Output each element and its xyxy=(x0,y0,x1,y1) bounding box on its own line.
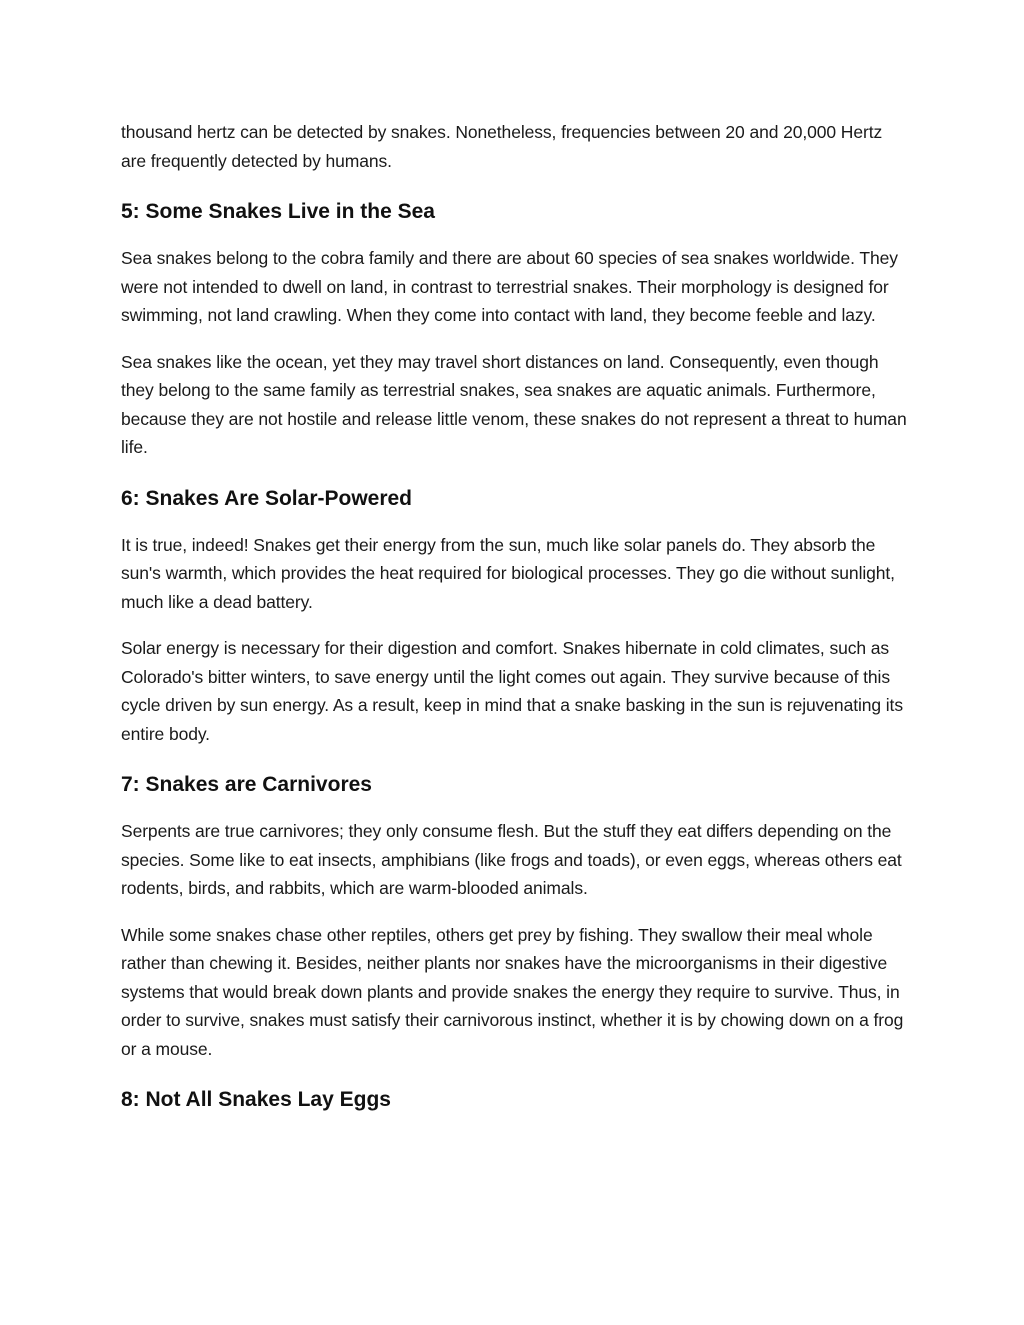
paragraph-solar-2: Solar energy is necessary for their digestion and comfort. Snakes hibernate in cold climates, such as Colorado's bitter winters, to save energy until the light comes out again. They survive because of this cycle driven by sun energy. As a result, keep in mind that a snake basking in the sun is rejuvenating its entire body. xyxy=(121,638,903,744)
paragraph-solar-1: It is true, indeed! Snakes get their energy from the sun, much like solar panels do. They absorb the sun's warmth, which provides the heat required for biological processes. They go die without sunlight, much like a dead battery. xyxy=(121,534,895,612)
paragraph-carnivores-2: While some snakes chase other reptiles, others get prey by fishing. They swallow their meal whole rather than chewing it. Besides, neither plants nor snakes have the microorganisms in their digestive systems that would break down plants and provide snakes the energy they require to survive. Thus, in order to survive, snakes must satisfy their carnivorous instinct, whether it is by chowing down on a frog or a mouse. xyxy=(121,924,904,1059)
paragraph-sea-snakes-1: Sea snakes belong to the cobra family and there are about 60 species of sea snakes worldwide. They were not intended to dwell on land, in contrast to terrestrial snakes. Their morphology is designed for swimming, not land crawling. When they come into contact with land, they become feeble and lazy. xyxy=(121,248,898,325)
heading-sea-snakes: 5: Some Snakes Live in the Sea xyxy=(121,200,435,223)
heading-eggs: 8: Not All Snakes Lay Eggs xyxy=(121,1088,391,1111)
document-page xyxy=(121,118,911,1132)
heading-carnivores: 7: Snakes are Carnivores xyxy=(121,773,372,796)
paragraph-carnivores-1: Serpents are true carnivores; they only consume flesh. But the stuff they eat differs depending on the species. Some like to eat insects, amphibians (like frogs and toads), or even eggs, whereas others eat rodents, birds, and rabbits, which are warm-blooded animals. xyxy=(121,821,902,898)
heading-solar-powered: 6: Snakes Are Solar-Powered xyxy=(121,486,413,510)
paragraph-hearing-range: thousand hertz can be detected by snakes. Nonetheless, frequencies between 20 and 20,000 Hertz are frequently detected by humans. xyxy=(121,122,883,171)
paragraph-sea-snakes-2: Sea snakes like the ocean, yet they may travel short distances on land. Consequently, even though they belong to the same family as terrestrial snakes, sea snakes are aquatic animals. Furthermore, because they are not hostile and release little venom, these snakes do not represent a threat to human life. xyxy=(121,351,907,457)
